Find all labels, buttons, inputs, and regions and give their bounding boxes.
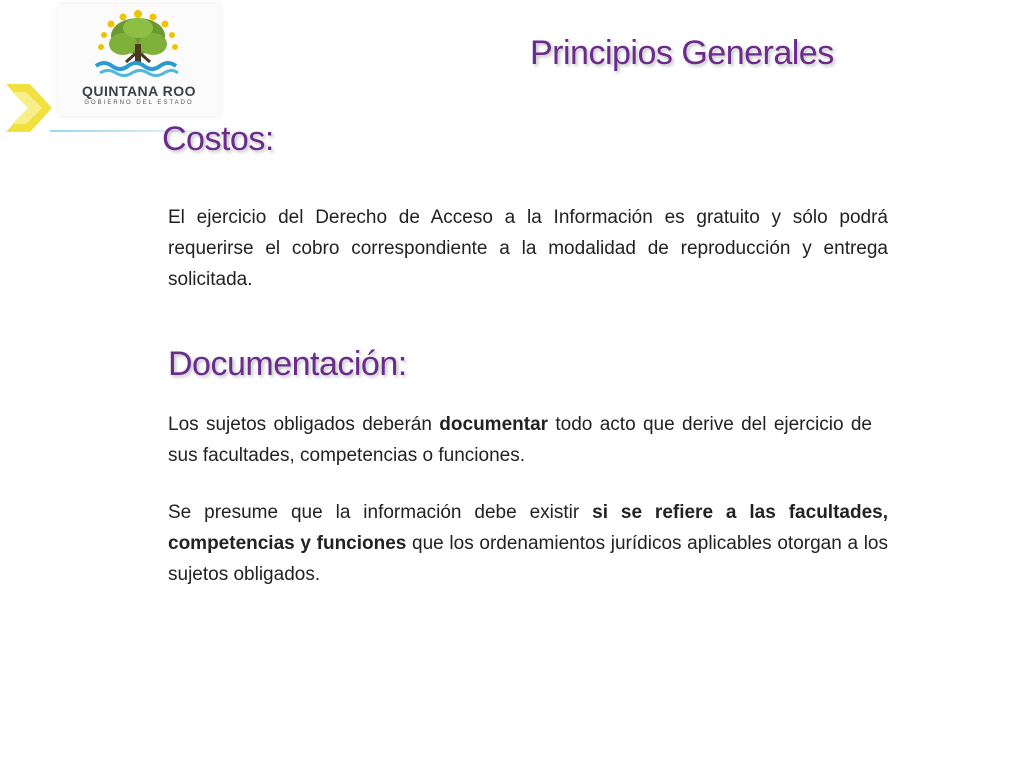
documentacion-p1-bold: documentar (439, 414, 549, 435)
documentacion-heading: Documentación: (168, 345, 407, 383)
documentacion-p2-text-b: que los ordenamientos jurídicos aplicables otorgan a los sujetos obligados. (168, 533, 889, 585)
documentacion-p2-bold: si se refiere a las facultades, competencias y funciones (168, 502, 888, 554)
chevron-icon (0, 82, 60, 142)
documentacion-paragraph-2 (168, 497, 888, 590)
documentacion-p1-text-a: Los sujetos obligados deberán (168, 414, 440, 435)
quintana-roo-tree-logo-icon (78, 6, 198, 86)
documentacion-p1-text-b: todo acto que derive del ejercicio de sus facultades, competencias o funciones. (168, 414, 872, 466)
logo-subtitle: GOBIERNO DEL ESTADO (84, 100, 194, 106)
page-title: Principios Generales (530, 34, 834, 72)
documentacion-paragraph-1 (168, 409, 872, 471)
costos-paragraph: El ejercicio del Derecho de Acceso a la Información es gratuito y sólo podrá requerirse el cobro correspondiente a la modalidad de reproducción y entrega solicitada. (168, 207, 888, 290)
logo-title: QUINTANA ROO (81, 83, 197, 99)
documentacion-p2-text-a: Se presume que la información debe existir (168, 502, 593, 523)
costos-heading: Costos: (162, 120, 274, 158)
